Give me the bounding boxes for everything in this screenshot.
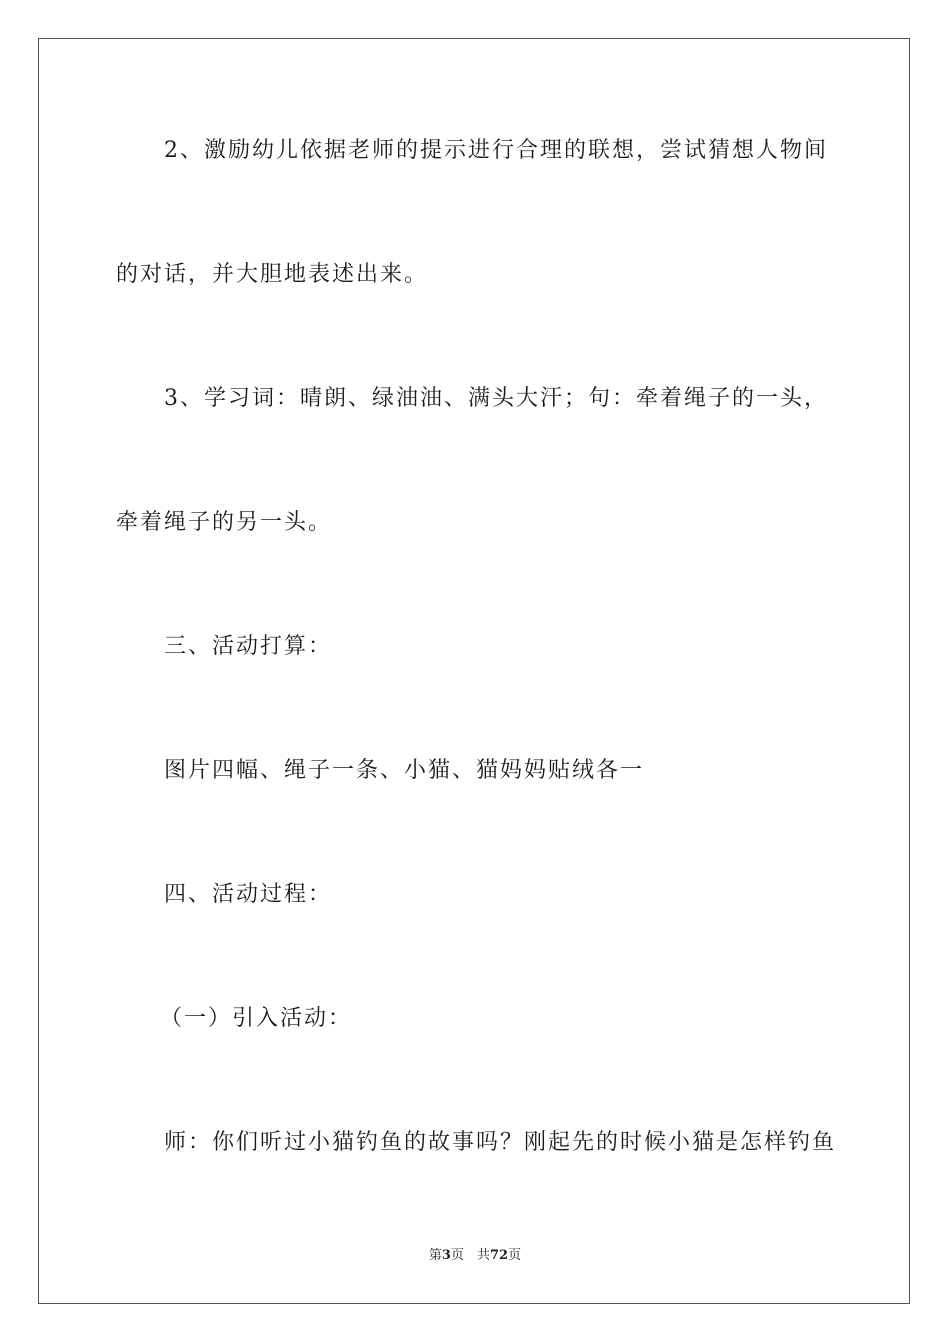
paragraph-line: 3、学习词：晴朗、绿油油、满头大汗；句：牵着绳子的一头，: [164, 386, 828, 411]
section-heading: 三、活动打算：: [164, 634, 333, 659]
paragraph-line: 图片四幅、绳子一条、小猫、猫妈妈贴绒各一: [164, 758, 645, 783]
footer-page-mid: 页 共: [450, 1248, 490, 1263]
section-heading: 四、活动过程：: [164, 882, 333, 907]
footer-page-prefix: 第: [428, 1248, 442, 1263]
page-footer: [0, 1248, 950, 1264]
subsection-heading: （一）引入活动：: [160, 1006, 353, 1031]
paragraph-line: 的对话，并大胆地表述出来。: [116, 262, 429, 287]
paragraph-line: 2、激励幼儿依据老师的提示进行合理的联想，尝试猜想人物间: [164, 138, 828, 163]
page-border: [38, 38, 910, 1304]
paragraph-line: 牵着绳子的另一头。: [116, 510, 333, 535]
footer-page-total: 72: [489, 1248, 509, 1263]
footer-page-current: 3: [441, 1248, 451, 1263]
paragraph-line: 师：你们听过小猫钓鱼的故事吗？刚起先的时候小猫是怎样钓鱼: [164, 1130, 837, 1155]
footer-page-suffix: 页: [508, 1248, 522, 1263]
